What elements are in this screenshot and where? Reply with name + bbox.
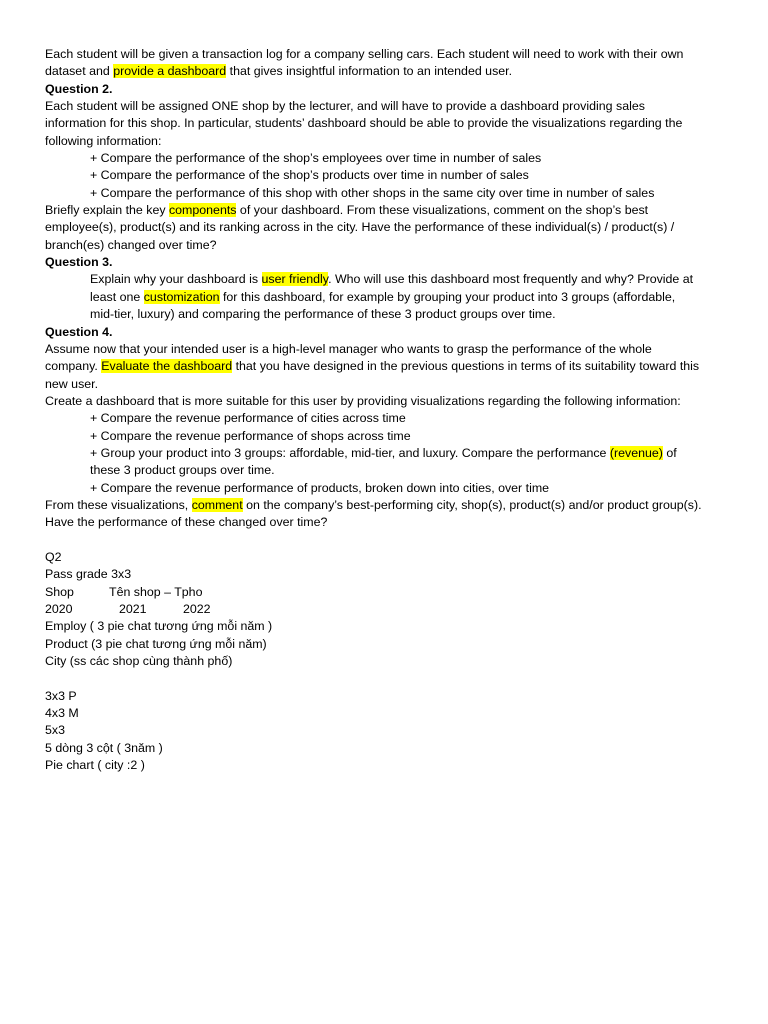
highlight-customization: customization <box>143 289 220 304</box>
text: that you have designed in the previous questions in terms of its suitability toward this <box>232 359 700 374</box>
text: dataset and <box>45 64 114 79</box>
q4-line-1: Assume now that your intended user is a high-level manager who wants to grasp the performance of the whole <box>45 341 652 356</box>
q2-line-5: employee(s), product(s) and its ranking across in the city. Have the performance of these individual(s) / product(s) / <box>45 220 675 235</box>
highlight-revenue: (revenue) <box>609 445 663 460</box>
notes-line-12: Pie chart ( city :2 ) <box>45 758 145 773</box>
blank-line <box>45 532 735 549</box>
notes-line-6: Product (3 pie chat tương ứng mỗi năm) <box>45 636 267 651</box>
notes-line-5: Employ ( 3 pie chat tương ứng mỗi năm ) <box>45 619 273 634</box>
highlight-provide-dashboard: provide a dashboard <box>113 64 227 79</box>
q2-bullet-1: + Compare the performance of the shop’s employees over time in number of sales <box>90 151 542 166</box>
q4-bullet-2: + Compare the revenue performance of shops across time <box>90 428 411 443</box>
text: Tên shop – Tpho <box>109 584 203 599</box>
q3-line-1 <box>45 271 735 288</box>
text: that gives insightful information to an intended user. <box>226 64 513 79</box>
q4-line-2 <box>45 358 735 375</box>
text: 2020 <box>45 602 73 616</box>
text: Explain why your dashboard is <box>90 272 262 287</box>
q2-bullet-3: + Compare the performance of this shop with other shops in the same city over time in number of sales <box>90 185 655 200</box>
q3-line-2 <box>45 289 735 306</box>
text: 2022 <box>183 602 211 616</box>
q2-line-2: information for this shop. In particular, students’ dashboard should be able to provide the visualizations regarding the <box>45 116 683 131</box>
highlight-components: components <box>168 203 237 218</box>
question-3-heading: Question 3. <box>45 255 113 270</box>
notes-line-10: 5x3 <box>45 723 65 738</box>
q2-line-4 <box>45 202 735 219</box>
text: company. <box>45 359 102 374</box>
question-2-heading: Question 2. <box>45 81 113 96</box>
q4-bullet-1: + Compare the revenue performance of cities across time <box>90 411 406 426</box>
text: of your dashboard. From these visualizations, comment on the shop’s best <box>236 203 649 218</box>
text: 2021 <box>119 602 147 616</box>
q4-line-6: Have the performance of these changed over time? <box>45 515 328 530</box>
q4-line-4: Create a dashboard that is more suitable for this user by providing visualizations regarding the following information: <box>45 393 681 408</box>
q4-line-5 <box>45 497 735 514</box>
q4-bullet-3 <box>45 445 735 462</box>
question-4-heading: Question 4. <box>45 324 113 339</box>
q4-line-3: new user. <box>45 376 99 391</box>
notes-line-9: 4x3 M <box>45 706 79 721</box>
intro-line-1: Each student will be given a transaction log for a company selling cars. Each student will need to work with their own <box>45 47 684 61</box>
text: From these visualizations, <box>45 497 192 512</box>
q4-bullet-3-continued: these 3 product groups over time. <box>90 463 275 478</box>
document-body <box>45 46 735 774</box>
notes-line-8: 3x3 P <box>45 688 77 703</box>
q3-line-3: mid-tier, luxury) and comparing the performance of these 3 product groups over time. <box>90 307 556 322</box>
notes-line-1: Q2 <box>45 549 62 564</box>
text: Shop <box>45 584 74 599</box>
text: . Who will use this dashboard most frequently and why? Provide at <box>328 272 694 287</box>
notes-line-11: 5 dòng 3 cột ( 3năm ) <box>45 740 163 755</box>
q2-line-6: branch(es) changed over time? <box>45 237 217 252</box>
text: + Group your product into 3 groups: affordable, mid-tier, and luxury. Compare the performance <box>90 445 610 460</box>
text: least one <box>90 289 144 304</box>
text: Briefly explain the key <box>45 203 169 218</box>
text: of <box>662 445 677 460</box>
text: on the company’s best-performing city, shop(s), product(s) and/or product group(s). <box>242 497 702 512</box>
intro-line-2 <box>45 63 735 80</box>
highlight-user-friendly: user friendly <box>261 272 329 287</box>
blank-line <box>45 670 735 687</box>
text: for this dashboard, for example by grouping your product into 3 groups (affordable, <box>219 289 676 304</box>
q2-line-3: following information: <box>45 133 162 148</box>
notes-line-4 <box>45 601 735 618</box>
notes-line-3 <box>45 584 735 601</box>
notes-line-2: Pass grade 3x3 <box>45 567 132 582</box>
q4-bullet-4: + Compare the revenue performance of products, broken down into cities, over time <box>90 480 550 495</box>
q2-bullet-2: + Compare the performance of the shop’s products over time in number of sales <box>90 168 529 183</box>
highlight-comment: comment <box>191 497 243 512</box>
highlight-evaluate-dashboard: Evaluate the dashboard <box>101 359 233 374</box>
notes-line-7: City (ss các shop cùng thành phố) <box>45 654 233 669</box>
q2-line-1: Each student will be assigned ONE shop by the lecturer, and will have to provide a dashboard providing sales <box>45 99 645 114</box>
